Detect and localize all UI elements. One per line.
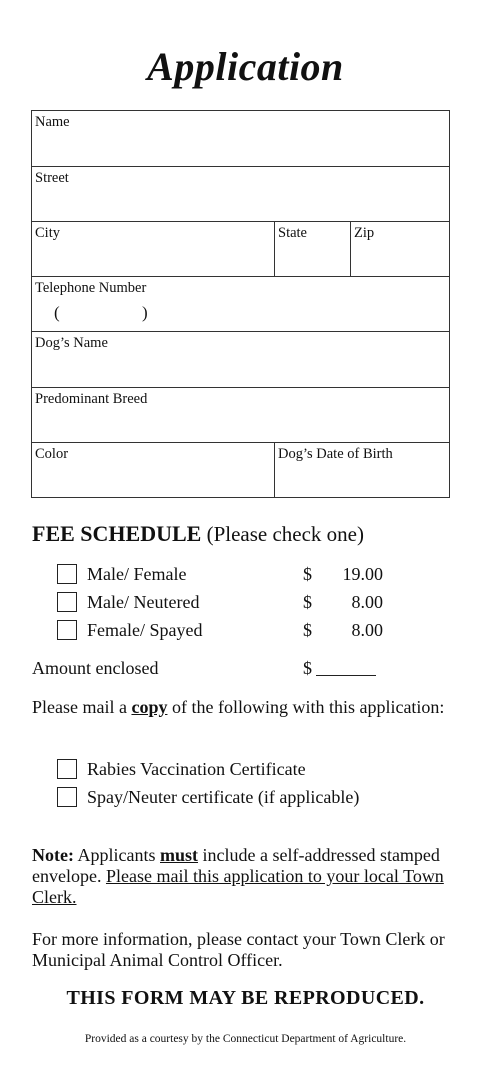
street-label: Street: [35, 170, 69, 186]
city-label: City: [35, 225, 60, 241]
color-dob-row: [32, 443, 449, 497]
document-label: Rabies Vaccination Certificate: [87, 759, 306, 779]
female-spayed-checkbox[interactable]: [57, 620, 77, 640]
application-form: [31, 110, 450, 498]
state-label: State: [278, 225, 307, 241]
mail-instructions-end: of the following with this application:: [171, 697, 445, 717]
area-code-close-paren: ): [142, 303, 148, 322]
breed-label: Predominant Breed: [35, 391, 148, 407]
telephone-label: Telephone Number: [35, 280, 147, 296]
state-field[interactable]: [274, 222, 350, 276]
male-neutered-checkbox[interactable]: [57, 592, 77, 612]
name-label: Name: [35, 114, 70, 130]
name-row[interactable]: [32, 111, 449, 167]
currency-symbol: $: [303, 658, 312, 678]
note-text-start: Applicants: [77, 845, 156, 865]
note-text-end: include a self-addressed stamped envelope.: [32, 845, 440, 886]
currency-symbol: $: [303, 564, 312, 584]
fee-amount: 19.00: [342, 564, 383, 584]
must-emphasis: must: [160, 845, 199, 865]
fee-option-male-neutered[interactable]: [57, 591, 387, 613]
document-label: Spay/Neuter certificate (if applicable): [87, 787, 360, 807]
area-code-open-paren: (: [54, 303, 60, 322]
document-spay-neuter[interactable]: [57, 786, 437, 808]
currency-symbol: $: [303, 620, 312, 640]
fee-schedule-heading: [32, 521, 364, 547]
spay-neuter-certificate-checkbox[interactable]: [57, 787, 77, 807]
dob-label: Dog’s Date of Birth: [278, 446, 393, 462]
reproduce-notice: THIS FORM MAY BE REPRODUCED.: [66, 987, 425, 1009]
copy-emphasis: copy: [131, 697, 168, 717]
note-paragraph: [32, 845, 452, 908]
mail-instructions-start: Please mail a: [32, 697, 127, 717]
street-row[interactable]: [32, 167, 449, 222]
fee-option-female-spayed[interactable]: [57, 619, 387, 641]
currency-symbol: $: [303, 592, 312, 612]
zip-field[interactable]: [350, 222, 449, 276]
fee-option-male-female[interactable]: [57, 563, 387, 585]
mail-instructions: [32, 697, 452, 718]
amount-enclosed-label: Amount enclosed: [32, 658, 159, 678]
more-info-paragraph: For more information, please contact your Town Clerk or Municipal Animal Control Officer.: [32, 929, 445, 970]
mail-to-town-clerk: Please mail this application to your local Town Clerk.: [32, 866, 444, 907]
fee-amount: 8.00: [351, 592, 383, 612]
breed-row[interactable]: [32, 388, 449, 443]
male-female-checkbox[interactable]: [57, 564, 77, 584]
dob-field[interactable]: [274, 443, 449, 497]
fee-option-label: Male/ Neutered: [87, 592, 200, 612]
amount-enclosed-row: [32, 657, 392, 679]
telephone-row[interactable]: [32, 277, 449, 332]
document-rabies[interactable]: [57, 758, 437, 780]
color-label: Color: [35, 446, 69, 462]
fee-amount: 8.00: [351, 620, 383, 640]
fee-option-label: Female/ Spayed: [87, 620, 203, 640]
courtesy-footer: Provided as a courtesy by the Connecticut Department of Agriculture.: [84, 1033, 407, 1045]
fee-schedule-instruction: (Please check one): [206, 522, 364, 546]
zip-label: Zip: [354, 225, 375, 241]
note-label: Note:: [32, 845, 74, 865]
color-field[interactable]: [32, 443, 274, 497]
rabies-certificate-checkbox[interactable]: [57, 759, 77, 779]
dog-name-label: Dog’s Name: [35, 335, 108, 351]
dog-name-row[interactable]: [32, 332, 449, 388]
page-title: Application: [147, 44, 344, 89]
fee-option-label: Male/ Female: [87, 564, 187, 584]
city-field[interactable]: [32, 222, 274, 276]
amount-enclosed-blank[interactable]: [316, 675, 376, 676]
fee-schedule-title: FEE SCHEDULE: [32, 521, 202, 546]
city-state-zip-row: [32, 222, 449, 277]
